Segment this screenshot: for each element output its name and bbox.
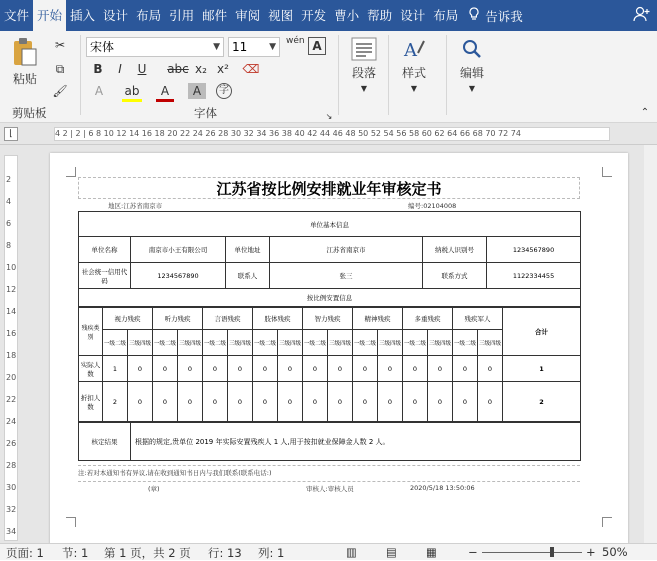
credit-code-label: 社会统一信用代码 bbox=[79, 263, 131, 289]
text-effect-button[interactable] bbox=[90, 83, 108, 99]
verify-result-label: 核定结果 bbox=[79, 423, 131, 461]
phone-value[interactable]: 1122334455 bbox=[487, 263, 581, 289]
web-layout-icon[interactable]: ▦ bbox=[426, 545, 437, 559]
zoom-out-icon[interactable]: − bbox=[468, 545, 478, 559]
vertical-scrollbar[interactable] bbox=[644, 145, 657, 543]
category-header: 听力残疾 bbox=[153, 308, 203, 330]
font-color-label: A bbox=[160, 84, 170, 98]
enclose-char-button[interactable] bbox=[216, 83, 232, 99]
char-border-label: A bbox=[312, 39, 322, 53]
grade-header: 一级二级 bbox=[153, 330, 178, 356]
styles-button[interactable] bbox=[396, 37, 432, 95]
tab-home[interactable]: 开始 bbox=[33, 0, 66, 31]
note-text: 注:若对本通知书有异议,请在收到通知书日内与我们联系(联系电话:) bbox=[78, 465, 580, 477]
collapse-ribbon-icon[interactable]: ⌃ bbox=[640, 107, 650, 118]
taxpayer-value[interactable]: 1234567890 bbox=[487, 237, 581, 263]
count-cell[interactable]: 0 bbox=[153, 382, 178, 422]
strikethrough-button[interactable] bbox=[166, 61, 190, 77]
paste-label: 粘贴 bbox=[12, 72, 37, 86]
unit-addr-label: 单位地址 bbox=[226, 237, 270, 263]
count-cell[interactable]: 0 bbox=[128, 382, 153, 422]
tab-review[interactable]: 审阅 bbox=[235, 8, 261, 23]
number-text: 编号:02104008 bbox=[408, 202, 457, 210]
count-cell[interactable]: 0 bbox=[478, 356, 503, 382]
total-cell[interactable]: 2 bbox=[503, 382, 581, 422]
paragraph-group bbox=[342, 31, 386, 123]
count-cell[interactable]: 0 bbox=[453, 382, 478, 422]
document-body bbox=[78, 177, 580, 493]
vertical-ruler-number: 12 bbox=[6, 285, 17, 294]
count-cell[interactable]: 0 bbox=[378, 356, 403, 382]
bold-button[interactable] bbox=[90, 61, 106, 77]
print-layout-icon[interactable]: ▤ bbox=[386, 545, 397, 559]
tab-table-design[interactable]: 设计 bbox=[400, 8, 426, 23]
enclose-char-label: 字 bbox=[219, 85, 229, 96]
ribbon-tab-bar bbox=[0, 0, 657, 31]
count-cell[interactable]: 0 bbox=[453, 356, 478, 382]
verify-table bbox=[78, 422, 581, 461]
grade-header: 一级二级 bbox=[403, 330, 428, 356]
status-column[interactable]: 列: 1 bbox=[258, 546, 285, 560]
tab-help[interactable]: 帮助 bbox=[367, 8, 393, 23]
zoom-level[interactable]: 50% bbox=[602, 545, 628, 559]
subscript-button[interactable] bbox=[192, 61, 210, 77]
vertical-ruler-number: 6 bbox=[6, 219, 12, 228]
grade-header: 一级二级 bbox=[203, 330, 228, 356]
styles-label: 样式 bbox=[401, 66, 426, 80]
clipboard-group-label: 剪贴板 bbox=[12, 106, 47, 120]
font-size-combo[interactable] bbox=[228, 37, 280, 57]
divider bbox=[446, 35, 447, 115]
grade-header: 一级二级 bbox=[103, 330, 128, 356]
category-header: 言语残疾 bbox=[203, 308, 253, 330]
font-group bbox=[84, 31, 336, 123]
char-shading-label: A bbox=[192, 84, 202, 98]
grade-header: 三级四级 bbox=[128, 330, 153, 356]
count-cell[interactable]: 0 bbox=[178, 382, 203, 422]
unit-name-value[interactable]: 南京市小王有限公司 bbox=[131, 237, 226, 263]
grade-header: 三级四级 bbox=[228, 330, 253, 356]
chevron-down-icon: ▼ bbox=[213, 42, 220, 52]
divider bbox=[338, 35, 339, 115]
credit-code-value[interactable]: 1234567890 bbox=[131, 263, 226, 289]
margin-corner-mark bbox=[66, 167, 76, 177]
count-cell[interactable]: 0 bbox=[128, 356, 153, 382]
grade-header: 三级四级 bbox=[428, 330, 453, 356]
vertical-ruler-number: 34 bbox=[6, 527, 17, 536]
phonetic-guide-button[interactable] bbox=[286, 33, 304, 49]
count-cell[interactable]: 0 bbox=[253, 382, 278, 422]
vertical-ruler-number: 4 bbox=[6, 197, 12, 206]
count-cell[interactable]: 0 bbox=[428, 356, 453, 382]
sub-label: x₂ bbox=[195, 62, 207, 76]
footer-line bbox=[78, 481, 580, 493]
count-cell[interactable]: 0 bbox=[403, 356, 428, 382]
highlight-button[interactable] bbox=[122, 83, 142, 102]
vertical-ruler-number: 20 bbox=[6, 373, 17, 382]
search-icon bbox=[459, 37, 485, 61]
font-name-combo[interactable] bbox=[86, 37, 224, 57]
count-cell[interactable]: 0 bbox=[153, 356, 178, 382]
zoom-in-icon[interactable]: + bbox=[586, 545, 596, 559]
grade-header: 三级四级 bbox=[278, 330, 303, 356]
category-header: 视力残疾 bbox=[103, 308, 153, 330]
text-effect-label: A bbox=[94, 84, 104, 98]
region-text: 地区:江苏省南京市 bbox=[108, 202, 163, 210]
chevron-down-icon: ▼ bbox=[269, 42, 276, 52]
read-mode-icon[interactable]: ▥ bbox=[346, 545, 357, 559]
category-header: 多重残疾 bbox=[403, 308, 453, 330]
vertical-ruler-number: 28 bbox=[6, 461, 17, 470]
page[interactable] bbox=[50, 153, 628, 543]
cut-icon[interactable]: ✂ bbox=[54, 38, 66, 52]
sup-label: x² bbox=[217, 62, 229, 76]
contact-value[interactable]: 张三 bbox=[270, 263, 423, 289]
count-cell[interactable]: 2 bbox=[103, 382, 128, 422]
grade-header: 三级四级 bbox=[378, 330, 403, 356]
category-header: 智力残疾 bbox=[303, 308, 353, 330]
count-cell[interactable]: 0 bbox=[203, 356, 228, 382]
underline-label: U bbox=[137, 62, 147, 76]
status-pages[interactable]: 第 1 页，共 2 页 bbox=[104, 546, 191, 560]
count-cell[interactable]: 0 bbox=[428, 382, 453, 422]
vertical-ruler-number: 24 bbox=[6, 417, 17, 426]
tab-table-layout[interactable]: 布局 bbox=[433, 8, 459, 23]
total-cell[interactable]: 1 bbox=[503, 356, 581, 382]
status-row[interactable]: 行: 13 bbox=[208, 546, 242, 560]
count-cell[interactable]: 0 bbox=[228, 382, 253, 422]
zoom-slider-thumb[interactable] bbox=[550, 547, 554, 557]
header-line bbox=[78, 199, 580, 211]
vertical-ruler-number: 32 bbox=[6, 505, 17, 514]
grade-header: 一级二级 bbox=[353, 330, 378, 356]
tab-insert[interactable]: 插入 bbox=[70, 8, 96, 23]
clear-format-icon[interactable]: ⌫ bbox=[242, 62, 260, 76]
reduced-count-label: 折扣人数 bbox=[79, 382, 103, 422]
paragraph-label: 段落 bbox=[351, 66, 376, 80]
superscript-button[interactable] bbox=[214, 61, 232, 77]
placement-table bbox=[78, 307, 581, 422]
tab-custom[interactable]: 曹小 bbox=[334, 8, 360, 23]
count-cell[interactable]: 0 bbox=[403, 382, 428, 422]
vertical-ruler-number: 30 bbox=[6, 483, 17, 492]
copy-icon[interactable]: ⧉ bbox=[55, 62, 65, 76]
vertical-ruler-number: 22 bbox=[6, 395, 17, 404]
seal-text: (章) bbox=[148, 485, 160, 493]
actual-count-label: 实际人数 bbox=[79, 356, 103, 382]
placement-info-heading: 按比例安置信息 bbox=[79, 289, 581, 307]
lightbulb-icon bbox=[468, 7, 480, 24]
count-cell[interactable]: 0 bbox=[478, 382, 503, 422]
count-cell[interactable]: 0 bbox=[328, 382, 353, 422]
document-canvas bbox=[22, 145, 657, 543]
tab-selector-icon[interactable]: ⌊ bbox=[4, 127, 18, 141]
font-color-button[interactable] bbox=[156, 83, 174, 102]
horizontal-ruler-ticks: 4 2 | 2 | 6 8 10 12 14 16 18 20 22 24 26 28 30 32 34 36 38 40 42 44 46 48 50 52 54 56 58 60 62 64 66 68 70 72 74 bbox=[55, 129, 521, 138]
font-name-value: 宋体 bbox=[90, 40, 115, 54]
strike-label: abc bbox=[167, 62, 189, 76]
styles-group bbox=[392, 31, 436, 123]
count-cell[interactable]: 0 bbox=[253, 356, 278, 382]
count-cell[interactable]: 0 bbox=[303, 382, 328, 422]
tell-me-box[interactable] bbox=[462, 7, 529, 25]
grade-header: 三级四级 bbox=[178, 330, 203, 356]
styles-icon bbox=[401, 37, 427, 61]
font-dialog-launcher-icon[interactable]: ↘ bbox=[325, 112, 333, 121]
font-size-value: 11 bbox=[232, 40, 248, 54]
margin-corner-mark bbox=[602, 517, 612, 527]
count-cell[interactable]: 0 bbox=[228, 356, 253, 382]
tab-file[interactable]: 文件 bbox=[4, 8, 30, 23]
tab-view[interactable]: 视图 bbox=[268, 8, 294, 23]
bold-label: B bbox=[93, 62, 103, 76]
margin-corner-mark bbox=[66, 517, 76, 527]
chevron-down-icon: ▼ bbox=[360, 84, 368, 93]
phonetic-label: wén bbox=[286, 36, 305, 46]
clipboard-icon bbox=[12, 37, 38, 67]
basic-info-table bbox=[78, 211, 581, 307]
tab-design[interactable]: 设计 bbox=[103, 8, 129, 23]
font-group-label: 字体 bbox=[194, 106, 217, 120]
count-cell[interactable]: 0 bbox=[203, 382, 228, 422]
document-title: 江苏省按比例安排就业年审核定书 bbox=[78, 177, 580, 199]
vertical-ruler-number: 8 bbox=[6, 241, 12, 250]
char-border-button[interactable] bbox=[308, 37, 326, 55]
editing-group bbox=[450, 31, 494, 123]
date-text: 2020/5/18 13:50:06 bbox=[410, 484, 475, 492]
zoom-slider-track[interactable] bbox=[482, 552, 582, 553]
taxpayer-label: 纳税人识别号 bbox=[423, 237, 487, 263]
divider bbox=[80, 35, 81, 115]
ribbon bbox=[0, 31, 657, 123]
unit-name-label: 单位名称 bbox=[79, 237, 131, 263]
total-header: 合计 bbox=[503, 308, 581, 356]
count-cell[interactable]: 1 bbox=[103, 356, 128, 382]
chevron-down-icon: ▼ bbox=[410, 84, 418, 93]
tab-references[interactable]: 引用 bbox=[169, 8, 195, 23]
grade-header: 三级四级 bbox=[478, 330, 503, 356]
disability-category-label: 残疾类别 bbox=[79, 308, 103, 356]
grade-header: 三级四级 bbox=[328, 330, 353, 356]
horizontal-ruler[interactable] bbox=[54, 127, 610, 141]
count-cell[interactable]: 0 bbox=[353, 382, 378, 422]
char-shading-button[interactable] bbox=[188, 83, 206, 99]
count-cell[interactable]: 0 bbox=[178, 356, 203, 382]
tell-me-label: 告诉我 bbox=[485, 8, 523, 24]
editing-button[interactable] bbox=[454, 37, 490, 95]
count-cell[interactable]: 0 bbox=[278, 356, 303, 382]
count-cell[interactable]: 0 bbox=[278, 382, 303, 422]
divider bbox=[388, 35, 389, 115]
grade-header: 一级二级 bbox=[453, 330, 478, 356]
margin-corner-mark bbox=[602, 167, 612, 177]
tab-mailings[interactable]: 邮件 bbox=[202, 8, 228, 23]
tab-developer[interactable]: 开发 bbox=[301, 8, 327, 23]
share-user-icon[interactable] bbox=[627, 6, 657, 26]
category-header: 肢体残疾 bbox=[253, 308, 303, 330]
svg-text:A: A bbox=[404, 40, 417, 61]
grade-header: 一级二级 bbox=[253, 330, 278, 356]
italic-button[interactable] bbox=[112, 61, 128, 77]
count-cell[interactable]: 0 bbox=[378, 382, 403, 422]
unit-addr-value[interactable]: 江苏省南京市 bbox=[270, 237, 423, 263]
reviewer-text: 审核人:审核人员 bbox=[306, 485, 354, 493]
basic-info-heading: 单位基本信息 bbox=[79, 212, 581, 237]
vertical-ruler-number: 10 bbox=[6, 263, 17, 272]
ruler-row bbox=[0, 123, 657, 145]
paragraph-button[interactable] bbox=[346, 37, 382, 95]
chevron-down-icon: ▼ bbox=[468, 84, 476, 93]
paste-button[interactable] bbox=[10, 37, 40, 87]
status-section[interactable]: 节: 1 bbox=[62, 546, 89, 560]
verify-result-text[interactable]: 根据的规定,贵单位 2019 年实际安置残疾人 1 人,用于按扣就业保障金人数 2 人。 bbox=[131, 423, 581, 461]
highlight-label: ab bbox=[124, 84, 140, 98]
clipboard-group bbox=[0, 31, 76, 123]
status-bar bbox=[0, 543, 657, 560]
category-header: 精神残疾 bbox=[353, 308, 403, 330]
count-cell[interactable]: 0 bbox=[353, 356, 378, 382]
grade-header: 一级二级 bbox=[303, 330, 328, 356]
underline-button[interactable] bbox=[134, 61, 150, 77]
vertical-ruler-number: 16 bbox=[6, 329, 17, 338]
tab-layout[interactable]: 布局 bbox=[136, 8, 162, 23]
category-header: 残疾军人 bbox=[453, 308, 503, 330]
editing-label: 编辑 bbox=[459, 66, 484, 80]
vertical-ruler-number: 26 bbox=[6, 439, 17, 448]
count-cell[interactable]: 0 bbox=[328, 356, 353, 382]
paragraph-align-icon bbox=[351, 37, 377, 61]
phone-label: 联系方式 bbox=[423, 263, 487, 289]
vertical-ruler-number: 18 bbox=[6, 351, 17, 360]
format-painter-icon[interactable]: 🖌 bbox=[52, 84, 68, 98]
vertical-ruler-number: 14 bbox=[6, 307, 17, 316]
vertical-ruler-number: 2 bbox=[6, 175, 12, 184]
count-cell[interactable]: 0 bbox=[303, 356, 328, 382]
italic-label: I bbox=[118, 62, 122, 76]
vertical-ruler[interactable] bbox=[0, 145, 22, 543]
contact-label: 联系人 bbox=[226, 263, 270, 289]
status-page[interactable]: 页面: 1 bbox=[6, 546, 44, 560]
